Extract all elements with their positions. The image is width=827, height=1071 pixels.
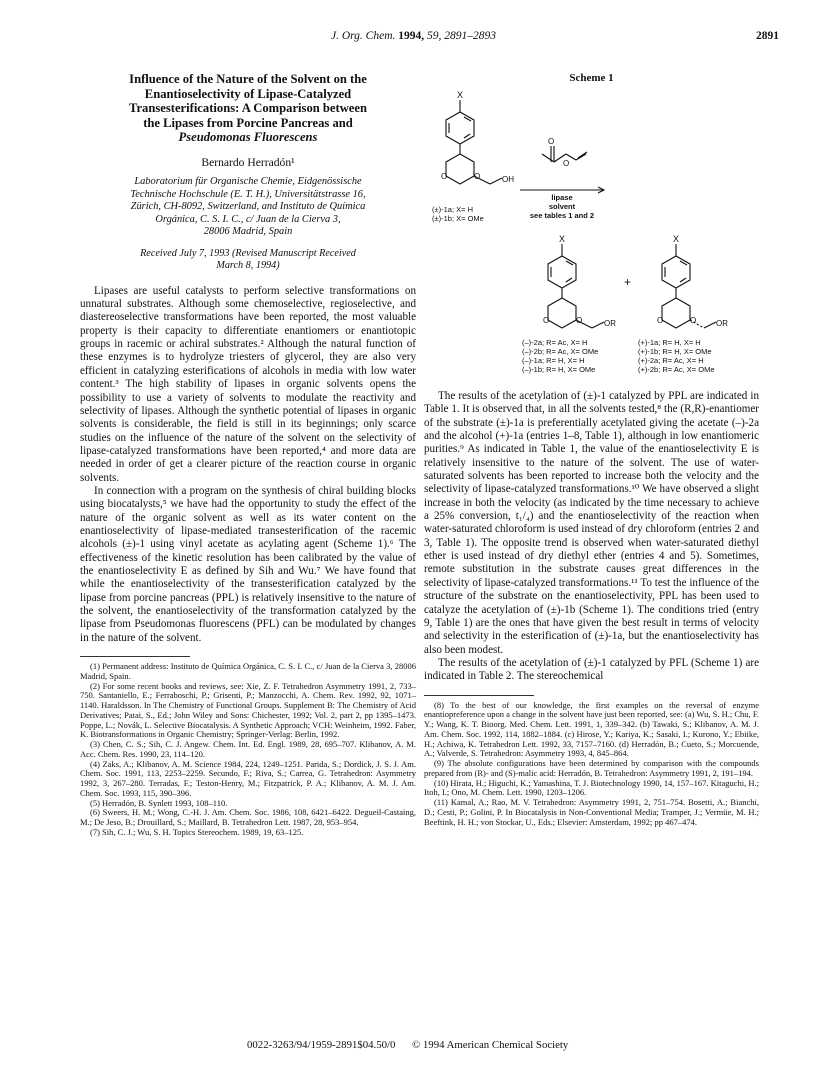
received-date: Received July 7, 1993 (Revised Manuscript Received March 8, 1994) [140,247,356,272]
footnote: (6) Sweers, H. M.; Wong, C.-H. J. Am. Chem. Soc. 1986, 108, 6421–6422. Degueil-Castaing, M.; De Jeso, B.; Drouillard, S.; Maillard, B. Tetrahedron Lett. 1987, 28, 953–954. [80,807,416,828]
footnote: (2) For some recent books and reviews, see: Xie, Z. F. Tetrahedron Asymmetry 1991, 2, 733–750. Santaniello, E.; Ferraboschi, P.; Grisenti, P.; Manzocchi, A. Chem. Rev. 1992, 92, 1071–1140. Haraldsson. In The Chemistry of Functional Groups. Supplement B: The Chemistry of Acid Derivatives; Patai, S., Ed.; John Wiley and Sons: Chichester, 1992; Vol. 2, part 2, pp 1395–1473. Poppe, L.; Novák, L. Selective Biocatalysis. A Synthetic Approach; VCH: Weinheim, 1992. Faber, K. Biotransformations in Organic Chemistry; Springer-Verlag: Berlin, 1992. [80,680,416,740]
oxygen-label: O [657,316,664,325]
hydroxyl-label: OH [502,175,514,184]
oxygen-label: O [690,316,697,325]
paragraph: The results of the acetylation of (±)-1 catalyzed by PPL are indicated in Table 1. It is observed that, in all the solvents tested,⁸ the (R,R)-enantiomer of the substrate (±)-1a is preferentially acetylated giving the acetate (–)-2a and the alcohol (+)-1a (entries 1–8, Table 1), although in low enantiomeric purities.⁹ As indicated in Table 1, the value of the enantioselectivity E is relatively insensitive to the nature of the solvent. The use of water-saturated solvents has been reported to increase both the velocity and the selectivity of lipase-catalyzed transformations.¹⁰ We have observed a slight increase in both the velocity (as indicated by the time necessary to achieve a 25% conversion, t₁/₄) and the enantioselectivity of the reaction when water-saturated chloroform is used instead of dry chloroform (entries 2 and 3, Table 1). The opposite trend is observed when water-saturated diethyl ether is used instead of dry diethyl ether (entries 4 and 5). Sometimes, remote substitution in the substrate causes great differences in the selectivity of lipase-catalyzed transformations.¹¹ To test the influence of the structure of the substrate on the enantioselectivity, PPL has been used to catalyze the acetylation of (±)-1b (Scheme 1). The conditions tried (entry 9, Table 1) are the ones that have given the best result in terms of velocity and selectivity in the esterification of (±)-1a, but the enantioselectivity has also been modest. [424,390,759,656]
or-group-label: OR [604,319,616,328]
footnote: (4) Zaks, A.; Klibanov, A. M. Science 1984, 224, 1249–1251. Parida, S.; Dordick, J. S. J. Am. Chem. Soc. 1991, 113, 2253–2259. Secundo, F.; Riva, S.; Carrea, G. Tetrahedron: Asymmetry 1992, 3, 267–280. Terradas, F.; Teston-Henry, M.; Fitzpatrick, P. A.; Klibanov, A. M. J. Am. Chem. Soc. 1993, 115, 390–396. [80,758,416,798]
scheme-drawing [424,86,759,384]
arrow-reagent-lipase: lipase [551,193,573,202]
right-column [424,72,759,827]
paragraph: The results of the acetylation of (±)-1 catalyzed by PFL (Scheme 1) are indicated in Table 2. The stereochemical [424,656,759,683]
footnote: (9) The absolute configurations have been determined by comparison with the compounds prepared from (R)- and (S)-malic acid: Herradón, B. Tetrahedron: Asymmetry 1991, 2, 191–194. [424,758,759,778]
right-body [424,390,759,684]
footnote: (7) Sih, C. J.; Wu, S. H. Topics Stereochem. 1989, 19, 63–125. [90,826,304,837]
oxygen-label: O [474,172,481,181]
product-label: (+)-2a; R= Ac, X= H [638,356,704,365]
page-number: 2891 [756,30,779,42]
author: Bernardo Herradón¹ [201,155,295,169]
product-label: (–)-1a; R= H, X= H [522,356,585,365]
product-label: (+)-1b; R= H, X= OMe [638,347,712,356]
oxygen-label: O [441,172,448,181]
substituent-x-label: X [559,234,566,244]
substrate-1a-label: (±)-1a; X= H [432,205,474,214]
oxygen-label: O [543,316,550,325]
footnote: (5) Herradón, B. Synlett 1993, 108–110. [90,797,228,808]
product-label: (–)-2b; R= Ac, X= OMe [522,347,599,356]
carbonyl-oxygen-label: O [548,137,555,146]
left-column [80,72,416,838]
scheme-1 [424,72,759,384]
running-header [0,30,827,48]
product-label: (+)-2b; R= Ac, X= OMe [638,365,715,374]
paragraph: Lipases are useful catalysts to perform selective transformations on unnatural substrates. Although some chemoselective, regioselective, and diastereoselective transformations have been reported, the most valuable property is their capacity to differentiate enantiomers or enantiotopic groups in racemic or achiral substrates.² Although the natural function of these enzymes is to hydrolyze triesters of glycerol, they are also very efficient in catalyzing esterifications of alcohols in media with low water content.³ The high stability of lipases in organic solvents opens the possibility to use a variety of solvents to modulate the reactivity and selectivity of lipases. Although the synthetic potential of lipases in organic solvents is considerable, the field is still in its beginnings; only scarce studies on the influence of the nature of the solvent on the selectivity of lipase-catalyzed transformations have been reported,⁴ and more data are needed in order of get a clearer picture of the reaction course in organic solvents. [80,284,416,484]
left-body [80,285,416,645]
arrow-reagent-solvent: solvent [548,202,576,211]
footnote: (10) Hirata, H.; Higuchi, K.; Yamashina, T. J. Biotechnology 1990, 14, 157–167. Kitaguchi, H.; Itoh, I.; Ono, M. Chem. Lett. 1990, 1203–1206. [424,777,760,798]
affiliation: Laboratorium für Organische Chemie, Eidgenössische Technische Hochschule (E. T. H.), Universitätstrasse 16, Zürich, CH-8092, Switzerland, and Instituto de Química Orgánica, C. S. I. C., c/ Juan de la Cierva 3, 28006 Madrid, Spain [130,175,366,238]
or-group-label: OR [716,319,728,328]
substituent-x-label: X [457,90,464,100]
substrate-1b-label: (±)-1b; X= OMe [432,214,484,223]
footnote-divider [424,695,534,696]
product-label: (–)-2a; R= Ac, X= H [522,338,588,347]
product-label: (+)-1a; R= H, X= H [638,338,701,347]
journal-citation: J. Org. Chem. 1994, 59, 2891–2893 [330,30,497,42]
article-title: Influence of the Nature of the Solvent on the Enantioselectivity of Lipase-Catalyzed Transesterifications: A Comparison between the Lipases from Porcine Pancreas and Pseudomonas Fluorescens [129,72,367,145]
footnote: (3) Chen, C. S.; Sih, C. J. Angew. Chem. Int. Ed. Engl. 1989, 28, 695–707. Klibanov, A. M. Acc. Chem. Res. 1990, 23, 114–120. [80,739,416,759]
footnote: (1) Permanent address: Instituto de Química Orgánica, C. S. I. C., c/ Juan de la Cierva 3, 28006 Madrid, Spain. [80,661,416,681]
ester-oxygen-label: O [563,159,570,168]
scheme-title: Scheme 1 [569,72,614,84]
substituent-x-label: X [673,234,680,244]
left-footnotes [80,662,416,838]
paragraph: In connection with a program on the synthesis of chiral building blocks using biocatalysts,⁵ we have had the opportunity to study the effect of the nature of the organic solvent as well as its water content on the enantioselectivity of lipase-mediated transesterification of the racemic alcohols (±)-1 using vinyl acetate as acylating agent (Scheme 1).⁶ The effectiveness of the kinetic resolution has been calibrated by the value of the enantioselectivity E as defined by Sih and Wu.⁷ We have found that while the enantioselectivity of the transesterification catalyzed by the lipase from porcine pancreas (PPL) is relatively insensitive to the nature of the solvent, the enantioselectivity of the transformation catalyzed by the lipase from Pseudomonas fluorescens (PFL) can be modulated by changes in the nature of the solvent. [80,484,416,644]
copyright: © 1994 American Chemical Society [412,1039,569,1051]
footnote: (11) Kamal, A.; Rao, M. V. Tetrahedron: Asymmetry 1991, 2, 751–754. Bosetti, A.; Bianchi, D.; Cesti, P.; Golini, P. In Biocatalysis in Non-Conventional Media; Tramper, J.; Vermüe, M. H.; Beeftink, H. H.; von Stockar, U., Eds.; Elsevier: Amsterdam, 1992; pp 467–474. [424,797,759,827]
issn-code: 0022-3263/94/1959-2891$04.50/0 [247,1039,396,1051]
plus-sign: + [624,275,632,289]
right-footnotes [424,701,759,828]
arrow-conditions: see tables 1 and 2 [529,211,595,220]
footnote: (8) To the best of our knowledge, the first examples on the reversal of enzyme enantiopreference upon a change in the solvent have just been reported, see: (a) Wu, S. H.; Chu, F. Y.; Wang, K. T. Bioorg. Med. Chem. Lett. 1991, 1, 339–342. (b) Tawaki, S.; Klibanov, A. M. J. Am. Chem. Soc. 1992, 114, 1882–1884. (c) Hirose, Y.; Kariya, K.; Sasaki, I.; Kurono, Y.; Ebiike, H.; Achiwa, K. Tetrahedron Lett. 1992, 33, 7157–7160. (d) Herradón, B.; Cueto, S.; Morcuende, A.; Valverde, S. Tetrahedron: Asymmetry 1993, 4, 845–864. [424,699,759,759]
footnote-divider [80,656,190,657]
oxygen-label: O [576,316,583,325]
product-label: (–)-1b; R= H, X= OMe [522,365,596,374]
